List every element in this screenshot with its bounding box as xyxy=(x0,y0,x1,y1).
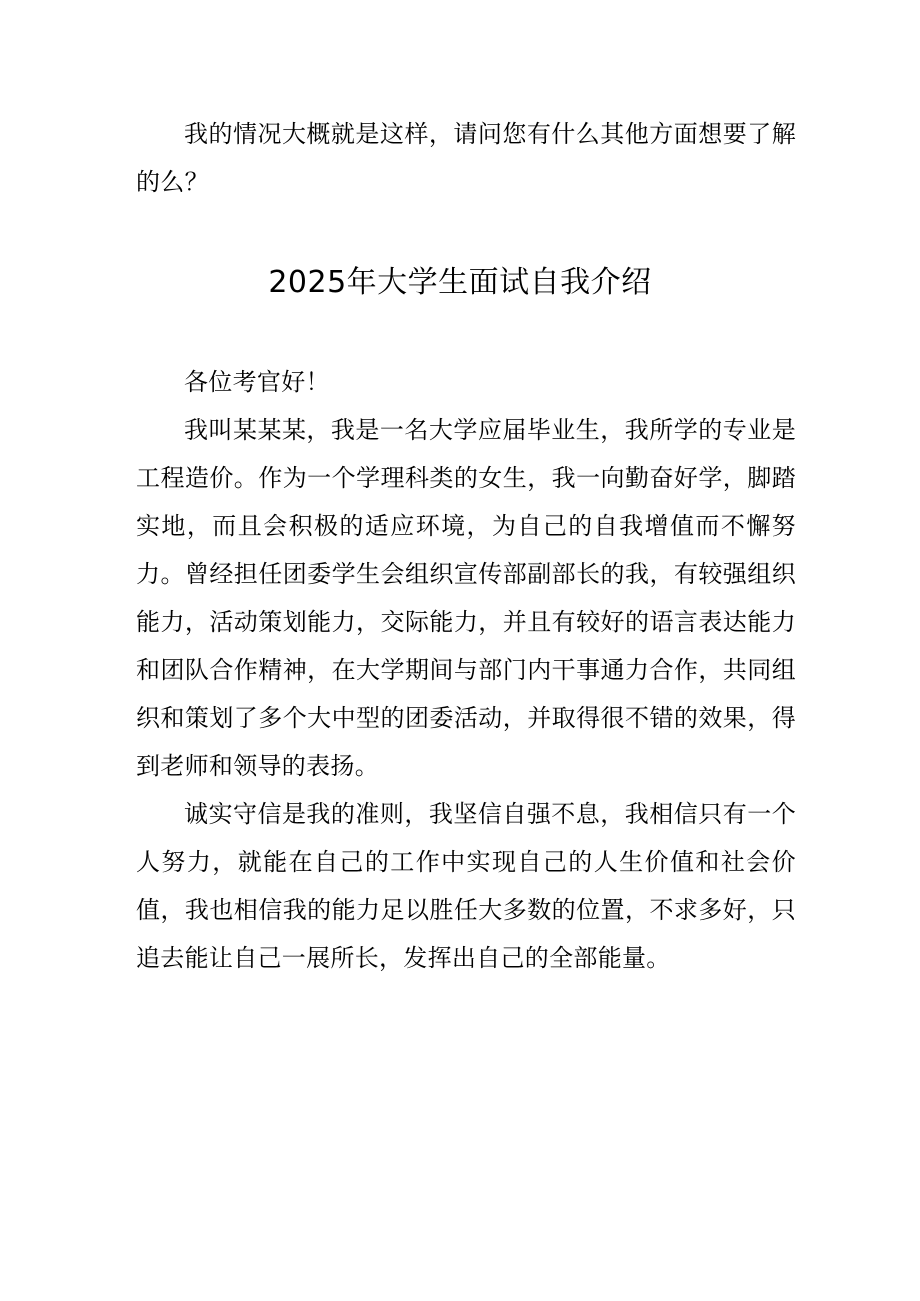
document-title: 2025年大学生面试自我介绍 xyxy=(268,265,652,300)
body-paragraph-1: 我叫某某某，我是一名大学应届毕业生，我所学的专业是工程造价。作为一个学理科类的女生，我一向勤奋好学，脚踏实地，而且会积极的适应环境，为自己的自我增值而不懈努力。曾经担任团委学生会组织宣传部副部长的我，有较强组织能力，活动策划能力，交际能力，并且有较好的语言表达能力和团队合作精神，在大学期间与部门内干事通力合作，共同组织和策划了多个大中型的团委活动，并取得很不错的效果，得到老师和领导的表扬。 xyxy=(136,416,796,780)
greeting-paragraph: 各位考官好！ xyxy=(184,368,330,396)
body-section xyxy=(136,358,796,982)
intro-section xyxy=(136,110,796,206)
body-paragraph-2: 诚实守信是我的准则，我坚信自强不息，我相信只有一个人努力，就能在自己的工作中实现自己的人生价值和社会价值，我也相信我的能力足以胜任大多数的位置，不求多好，只追去能让自己一展所长，发挥出自己的全部能量。 xyxy=(136,800,796,972)
intro-paragraph: 我的情况大概就是这样，请问您有什么其他方面想要了解的么？ xyxy=(136,120,796,196)
